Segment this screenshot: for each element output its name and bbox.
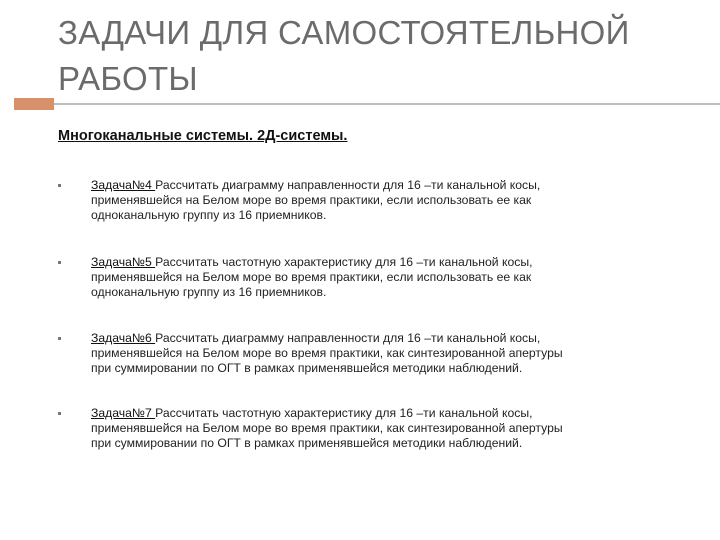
task-text [91, 255, 691, 300]
task-text [91, 178, 691, 223]
task-line: Рассчитать частотную характеристику для 16 –ти канальной косы, [155, 255, 533, 269]
task-line: применявшейся на Белом море во время практики, если использовать ее как [91, 193, 532, 207]
task-name: Задача№6 [91, 331, 156, 345]
slide-title: ЗАДАЧИ ДЛЯ САМОСТОЯТЕЛЬНОЙ РАБОТЫ [58, 14, 630, 97]
task-line: применявшейся на Белом море во время практики, как синтезированной апертуры [91, 421, 563, 435]
title-accent-bar [14, 98, 54, 110]
task-line: при суммировании по ОГТ в рамках применявшейся методики наблюдений. [91, 436, 523, 450]
bullet-icon [58, 337, 61, 340]
bullet-icon [58, 412, 61, 415]
task-name: Задача№4 [91, 178, 156, 192]
task-text [91, 331, 691, 376]
task-line: одноканальную группу из 16 приемников. [91, 285, 327, 299]
title-divider [14, 103, 720, 105]
task-text [91, 406, 691, 451]
bullet-icon [58, 261, 61, 264]
task-line: применявшейся на Белом море во время практики, если использовать ее как [91, 270, 532, 284]
task-line: Рассчитать диаграмму направленности для 16 –ти канальной косы, [155, 178, 541, 192]
slide-subtitle: Многоканальные системы. 2Д-системы. [58, 128, 348, 144]
task-line: Рассчитать частотную характеристику для 16 –ти канальной косы, [155, 406, 533, 420]
task-name: Задача№7 [91, 406, 156, 420]
task-line: при суммировании по ОГТ в рамках применявшейся методики наблюдений. [91, 361, 523, 375]
task-name: Задача№5 [91, 255, 156, 269]
task-line: Рассчитать диаграмму направленности для 16 –ти канальной косы, [155, 331, 541, 345]
task-line: применявшейся на Белом море во время практики, как синтезированной апертуры [91, 346, 563, 360]
task-line: одноканальную группу из 16 приемников. [91, 208, 327, 222]
bullet-icon [58, 184, 61, 187]
